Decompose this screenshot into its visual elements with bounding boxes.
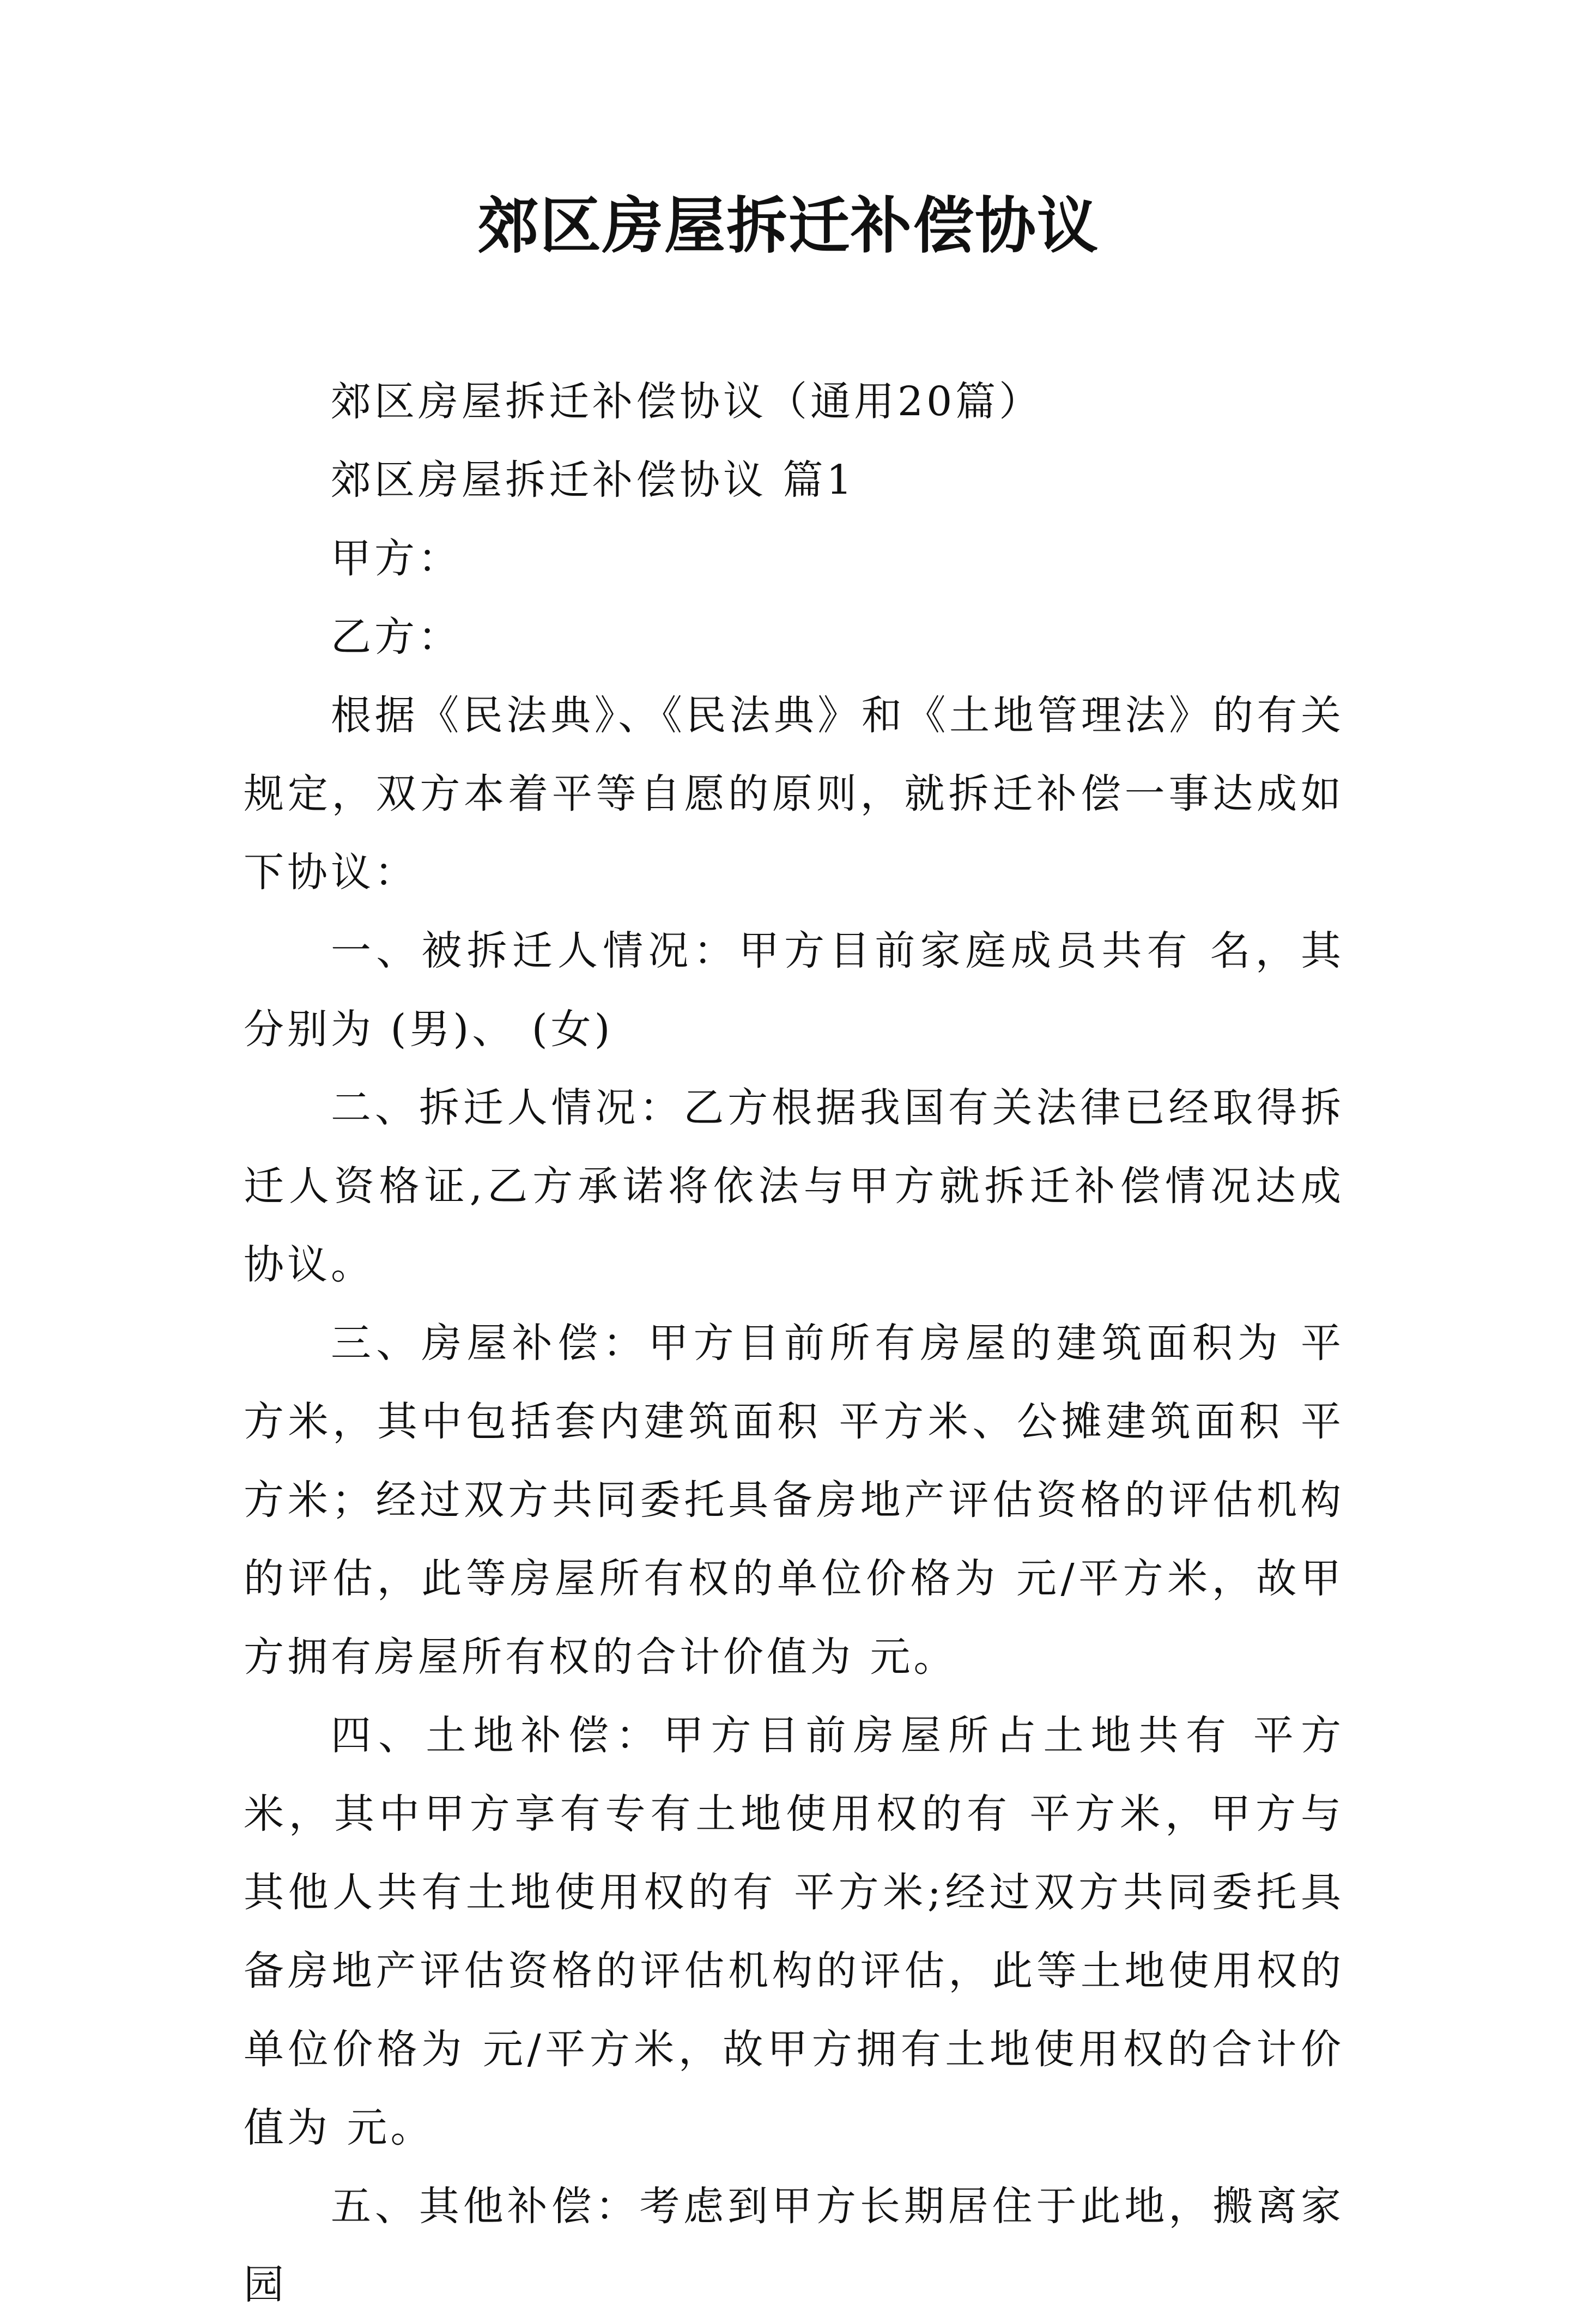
clause-1-paragraph: 一、被拆迁人情况：甲方目前家庭成员共有 名，其分别为 (男)、 (女) xyxy=(244,927,1344,1053)
section-heading: 郊区房屋拆迁补偿协议 篇1 xyxy=(331,457,856,503)
document-body xyxy=(244,362,1344,2324)
preamble-paragraph: 根据《民法典》、《民法典》和《土地管理法》的有关规定，双方本着平等自愿的原则，就拆迁补偿一事达成如下协议： xyxy=(244,692,1344,896)
clause-4-paragraph: 四、土地补偿：甲方目前房屋所占土地共有 平方米，其中甲方享有专有土地使用权的有 平方米，甲方与其他人共有土地使用权的有 平方米;经过双方共同委托具备房地产评估资格的评估机构的评估，此等土地使用权的单位价格为 元/平方米，故甲方拥有土地使用权的合计价值为 元。 xyxy=(244,1712,1344,2151)
document-title: 郊区房屋拆迁补偿协议 xyxy=(478,190,1099,262)
clause-3-paragraph: 三、房屋补偿：甲方目前所有房屋的建筑面积为 平方米，其中包括套内建筑面积 平方米、公摊建筑面积 平方米；经过双方共同委托具备房地产评估资格的评估机构的评估，此等房屋所有权的单位价格为 元/平方米，故甲方拥有房屋所有权的合计价值为 元。 xyxy=(244,1320,1344,1680)
party-a-line: 甲方： xyxy=(331,535,462,582)
subtitle-paragraph: 郊区房屋拆迁补偿协议（通用20篇） xyxy=(331,378,1043,425)
clause-5-paragraph: 五、其他补偿：考虑到甲方长期居住于此地，搬离家园 xyxy=(244,2183,1344,2308)
clause-2-paragraph: 二、拆迁人情况：乙方根据我国有关法律已经取得拆迁人资格证,乙方承诺将依法与甲方就拆迁补偿情况达成协议。 xyxy=(244,1084,1344,1288)
party-b-line: 乙方： xyxy=(331,614,462,660)
